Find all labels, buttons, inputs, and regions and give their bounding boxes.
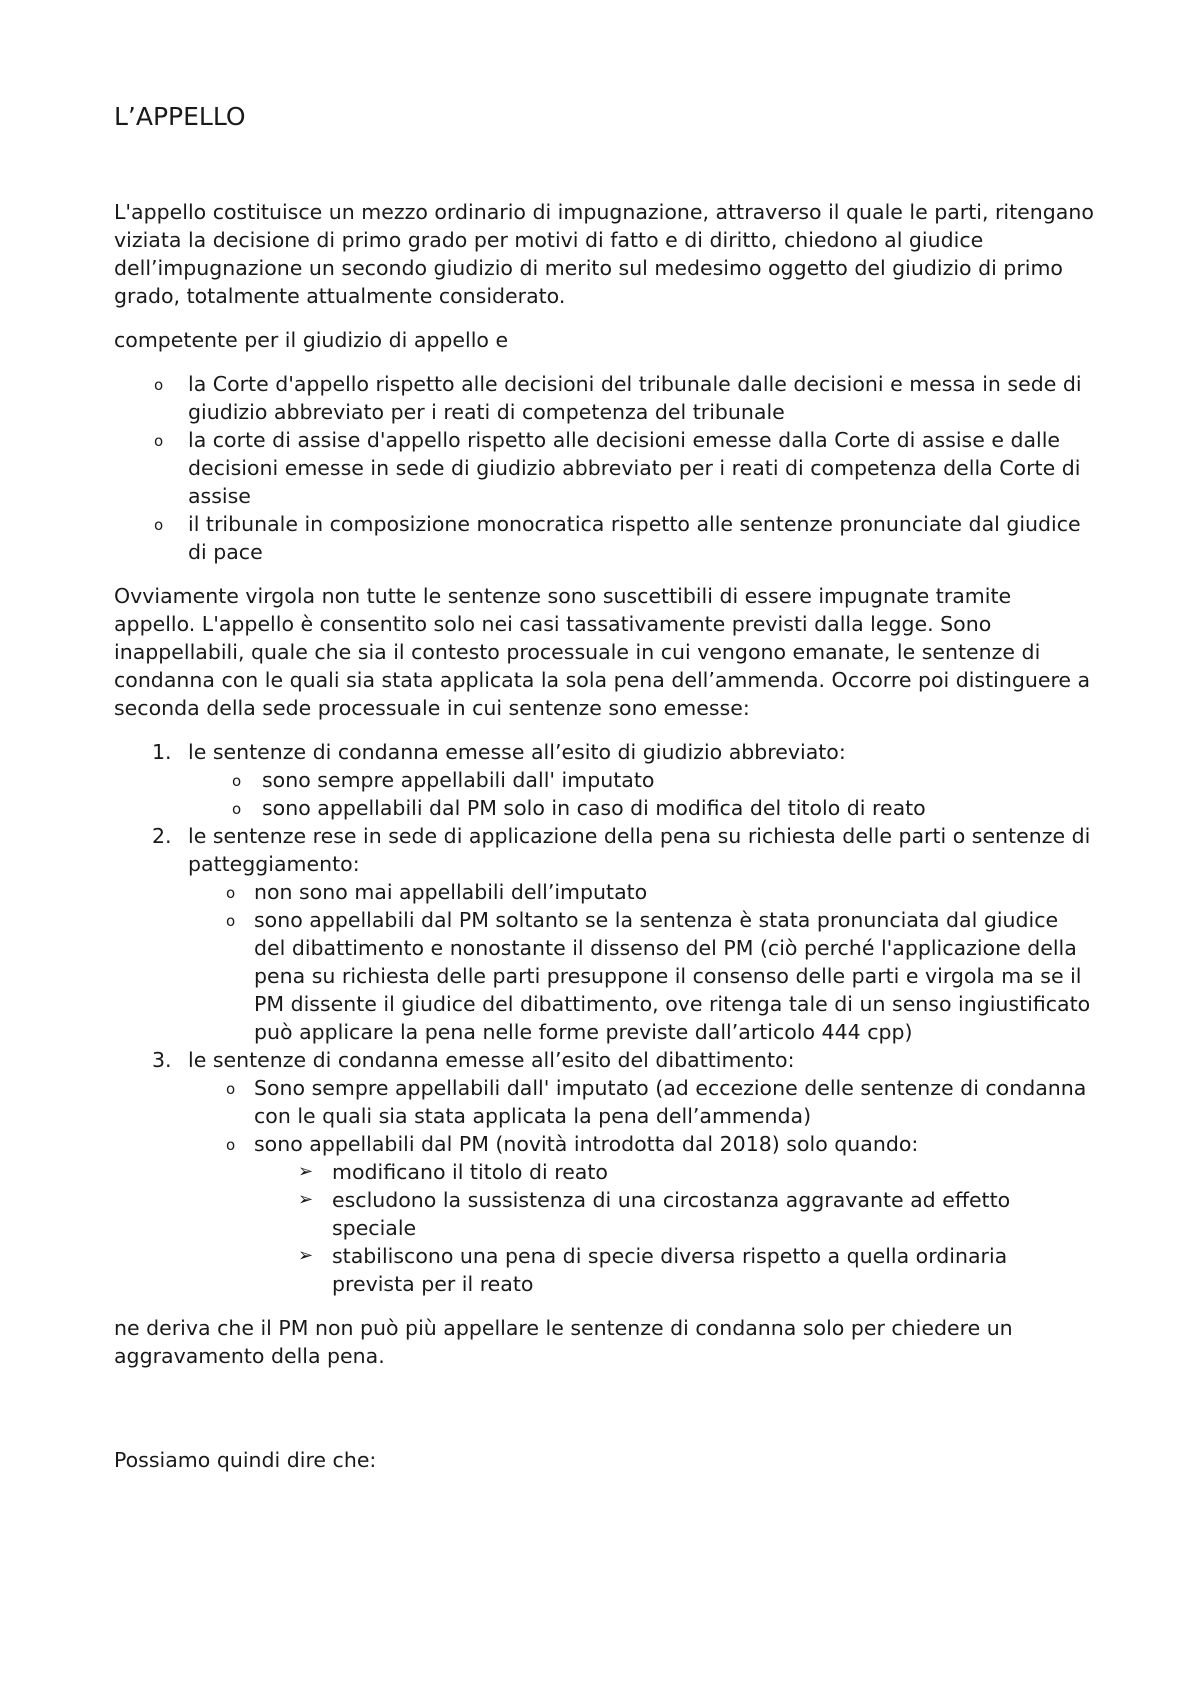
arrow-item: ➢ stabiliscono una pena di specie diversa rispetto a quella ordinaria prevista per il reato bbox=[114, 1242, 1094, 1298]
competent-lead: competente per il giudizio di appello e bbox=[114, 328, 509, 352]
intro-paragraph: L'appello costituisce un mezzo ordinario di impugnazione, attraverso il quale le parti, ritengano viziata la decisione di primo grado per motivi di fatto e di diritto, chiedono al giudice dell’impugnazione un secondo giudizio di merito sul medesimo oggetto del giudizio di primo grado, totalmente attualmente considerato. bbox=[114, 200, 1094, 308]
numbered-list bbox=[114, 738, 1094, 1298]
sub-item: o sono appellabili dal PM (novità introdotta dal 2018) solo quando: bbox=[114, 1130, 1094, 1158]
document-title: L’APPELLO bbox=[114, 102, 246, 131]
item-number: 2. bbox=[152, 824, 172, 848]
competent-list bbox=[114, 370, 1094, 566]
arrow-item: ➢ modificano il titolo di reato bbox=[114, 1158, 1094, 1186]
sub-item: o non sono mai appellabili dell’imputato bbox=[114, 878, 1094, 906]
sublist bbox=[114, 1074, 1094, 1158]
sub-item: o sono sempre appellabili dall' imputato bbox=[114, 766, 1094, 794]
item-text: le sentenze rese in sede di applicazione della pena su richiesta delle parti o sentenze di patteggiamento: bbox=[188, 824, 1091, 876]
item-number: 3. bbox=[152, 1048, 172, 1072]
item-number: 1. bbox=[152, 740, 172, 764]
sublist-wrapper bbox=[114, 878, 1094, 1046]
arrow-item: ➢ escludono la sussistenza di una circostanza aggravante ad effetto speciale bbox=[114, 1186, 1094, 1242]
sublist bbox=[114, 878, 1094, 1046]
arrow-list bbox=[114, 1158, 1094, 1298]
sublist-wrapper bbox=[114, 766, 1094, 822]
competent-item: o la Corte d'appello rispetto alle decisioni del tribunale dalle decisioni e messa in sede di giudizio abbreviato per i reati di competenza del tribunale bbox=[114, 370, 1094, 426]
closing-line: Possiamo quindi dire che: bbox=[114, 1448, 377, 1472]
sub-item: o sono appellabili dal PM solo in caso di modifica del titolo di reato bbox=[114, 794, 1094, 822]
numbered-item bbox=[114, 822, 1094, 878]
item-text: le sentenze di condanna emesse all’esito di giudizio abbreviato: bbox=[188, 740, 846, 764]
sub-item: o Sono sempre appellabili dall' imputato (ad eccezione delle sentenze di condanna con le quali sia stata applicata la pena dell’ammenda) bbox=[114, 1074, 1094, 1130]
numbered-item bbox=[114, 738, 1094, 766]
item-text: le sentenze di condanna emesse all’esito del dibattimento: bbox=[188, 1048, 795, 1072]
paragraph-2: Ovviamente virgola non tutte le sentenze sono suscettibili di essere impugnate tramite appello. L'appello è consentito solo nei casi tassativamente previsti dalla legge. Sono inappellabili, quale che sia il contesto processuale in cui vengono emanate, le sentenze di condanna con le quali sia stata applicata la sola pena dell’ammenda. Occorre poi distinguere a seconda della sede processuale in cui sentenze sono emesse: bbox=[114, 584, 1091, 720]
sublist-wrapper bbox=[114, 1074, 1094, 1298]
sublist bbox=[114, 766, 1094, 822]
numbered-item bbox=[114, 1046, 1094, 1074]
document-page bbox=[114, 100, 1094, 1490]
competent-item: o la corte di assise d'appello rispetto alle decisioni emesse dalla Corte di assise e dalle decisioni emesse in sede di giudizio abbreviato per i reati di competenza della Corte di assise bbox=[114, 426, 1094, 510]
conclusion-paragraph: ne deriva che il PM non può più appellare le sentenze di condanna solo per chiedere un aggravamento della pena. bbox=[114, 1316, 1013, 1368]
competent-item: o il tribunale in composizione monocratica rispetto alle sentenze pronunciate dal giudice di pace bbox=[114, 510, 1094, 566]
sub-item: o sono appellabili dal PM soltanto se la sentenza è stata pronunciata dal giudice del dibattimento e nonostante il dissenso del PM (ciò perché l'applicazione della pena su richiesta delle parti presuppone il consenso delle parti e virgola ma se il PM dissente il giudice del dibattimento, ove ritenga tale di un senso ingiustificato può applicare la pena nelle forme previste dall’articolo 444 cpp) bbox=[114, 906, 1094, 1046]
